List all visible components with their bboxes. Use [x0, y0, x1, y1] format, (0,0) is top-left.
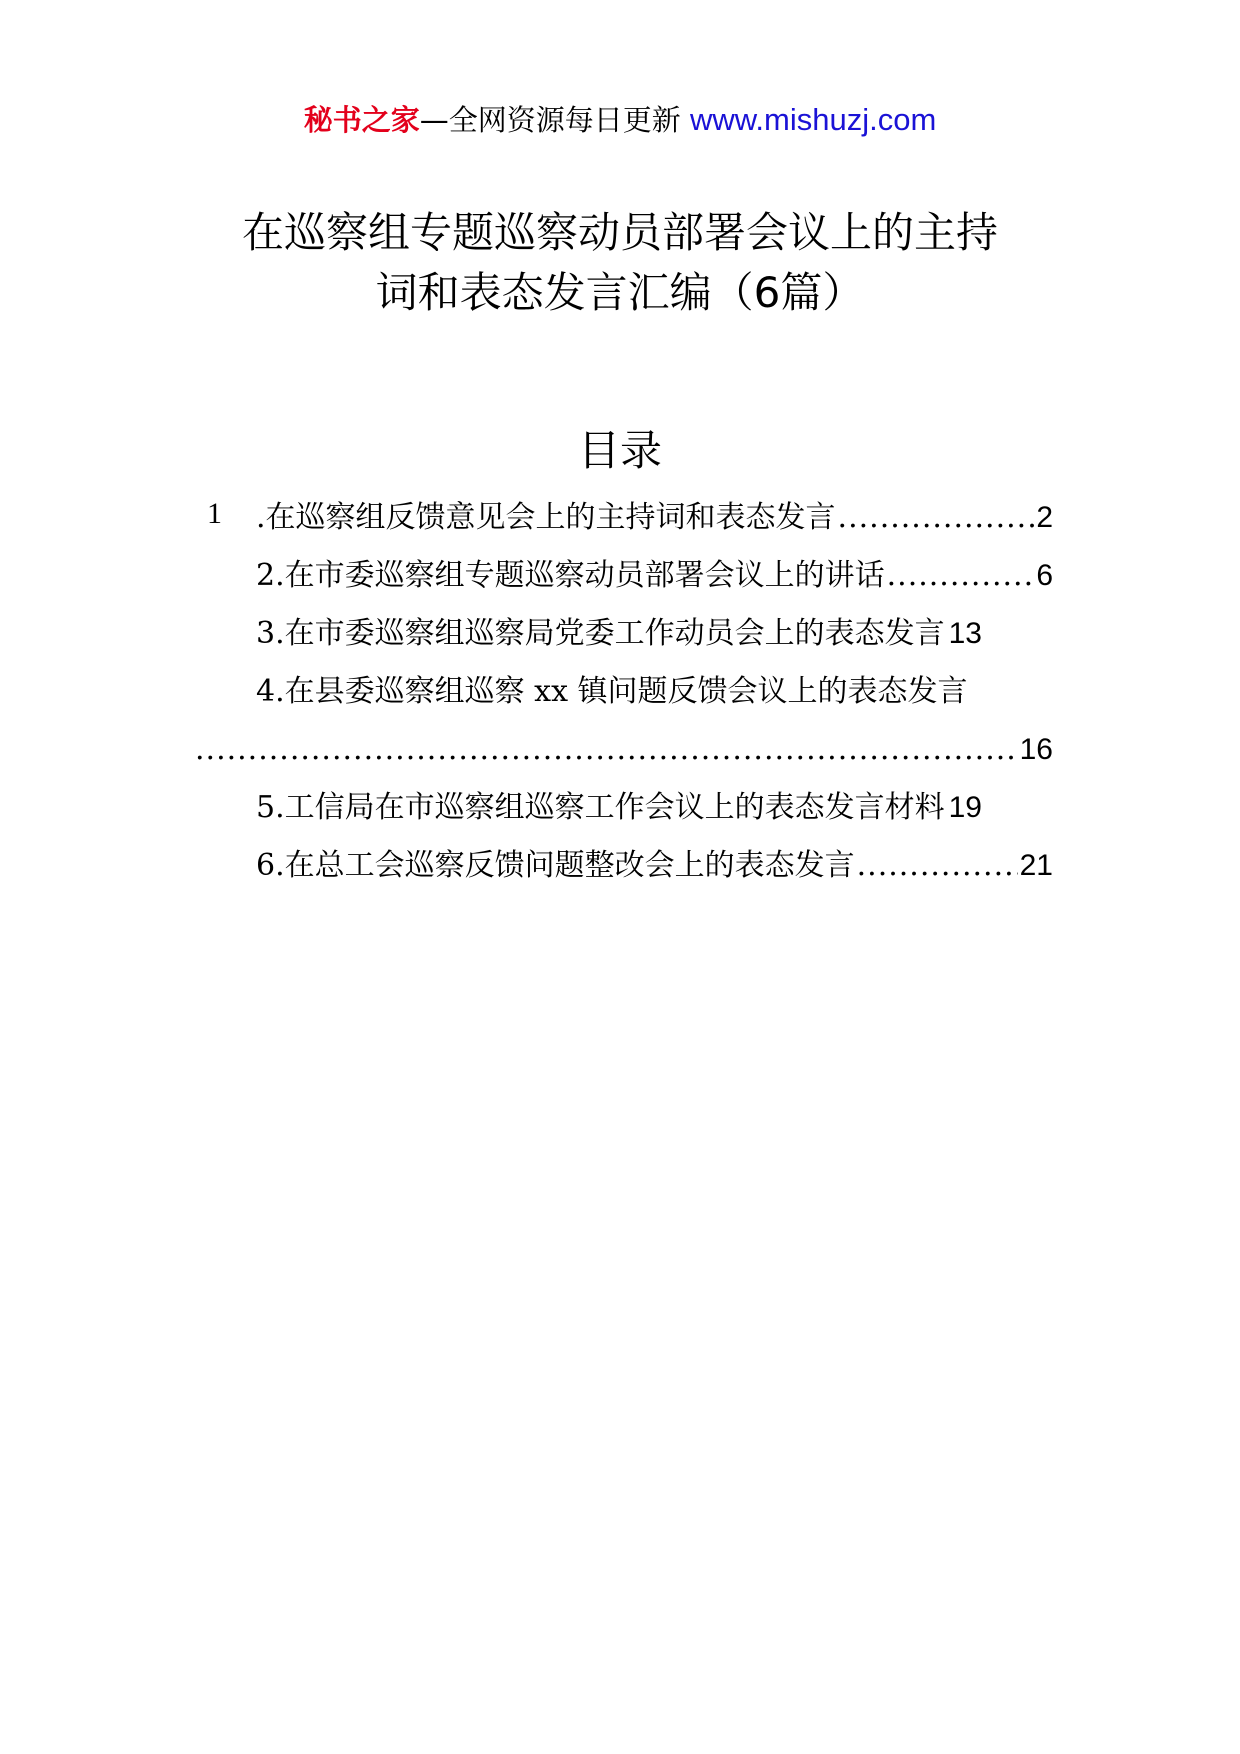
toc-entry-page: 2	[1036, 501, 1053, 534]
toc-leader-dots	[838, 498, 1035, 538]
site-url[interactable]: www.mishuzj.com	[689, 102, 937, 137]
toc-entry-page: 13	[948, 617, 982, 650]
toc-entry-text: 5.工信局在市巡察组巡察工作会议上的表态发言材料	[256, 790, 945, 825]
toc-entry-6[interactable]	[256, 846, 1053, 886]
document-title	[150, 203, 1090, 323]
toc-entry-text: .在巡察组反馈意见会上的主持词和表态发言	[256, 500, 836, 535]
toc-entry-1[interactable]	[256, 498, 1053, 538]
toc-entry-5[interactable]	[256, 788, 1053, 828]
toc-entry-page: 16	[1019, 733, 1053, 766]
toc-entry-3[interactable]	[256, 614, 1053, 654]
toc-leader-dots	[887, 556, 1035, 596]
toc-leader-dots	[857, 846, 1018, 886]
toc-entry-4[interactable]	[256, 672, 1053, 712]
toc-entry-text: 6.在总工会巡察反馈问题整改会上的表态发言	[256, 848, 855, 883]
toc-leader-dots	[195, 730, 1018, 770]
toc-stray-number: 1	[207, 497, 222, 530]
title-line-2: 词和表态发言汇编（6篇）	[375, 268, 865, 317]
toc-entry-page: 6	[1036, 559, 1053, 592]
title-line-1: 在巡察组专题巡察动员部署会议上的主持	[241, 208, 998, 257]
toc-entry-text: 3.在市委巡察组巡察局党委工作动员会上的表态发言	[256, 616, 945, 651]
brand-name: 秘书之家	[303, 103, 420, 137]
site-header	[0, 100, 1240, 140]
toc-entry-4-continuation[interactable]	[193, 730, 1053, 770]
toc-entry-2[interactable]	[256, 556, 1053, 596]
toc-entry-page: 19	[948, 791, 982, 824]
toc-entry-page: 21	[1019, 849, 1053, 882]
toc-entry-text: 4.在县委巡察组巡察 xx 镇问题反馈会议上的表态发言	[256, 674, 968, 709]
site-tagline: —全网资源每日更新	[419, 103, 681, 137]
toc-entry-text: 2.在市委巡察组专题巡察动员部署会议上的讲话	[256, 558, 885, 593]
toc-heading: 目录	[577, 426, 662, 475]
